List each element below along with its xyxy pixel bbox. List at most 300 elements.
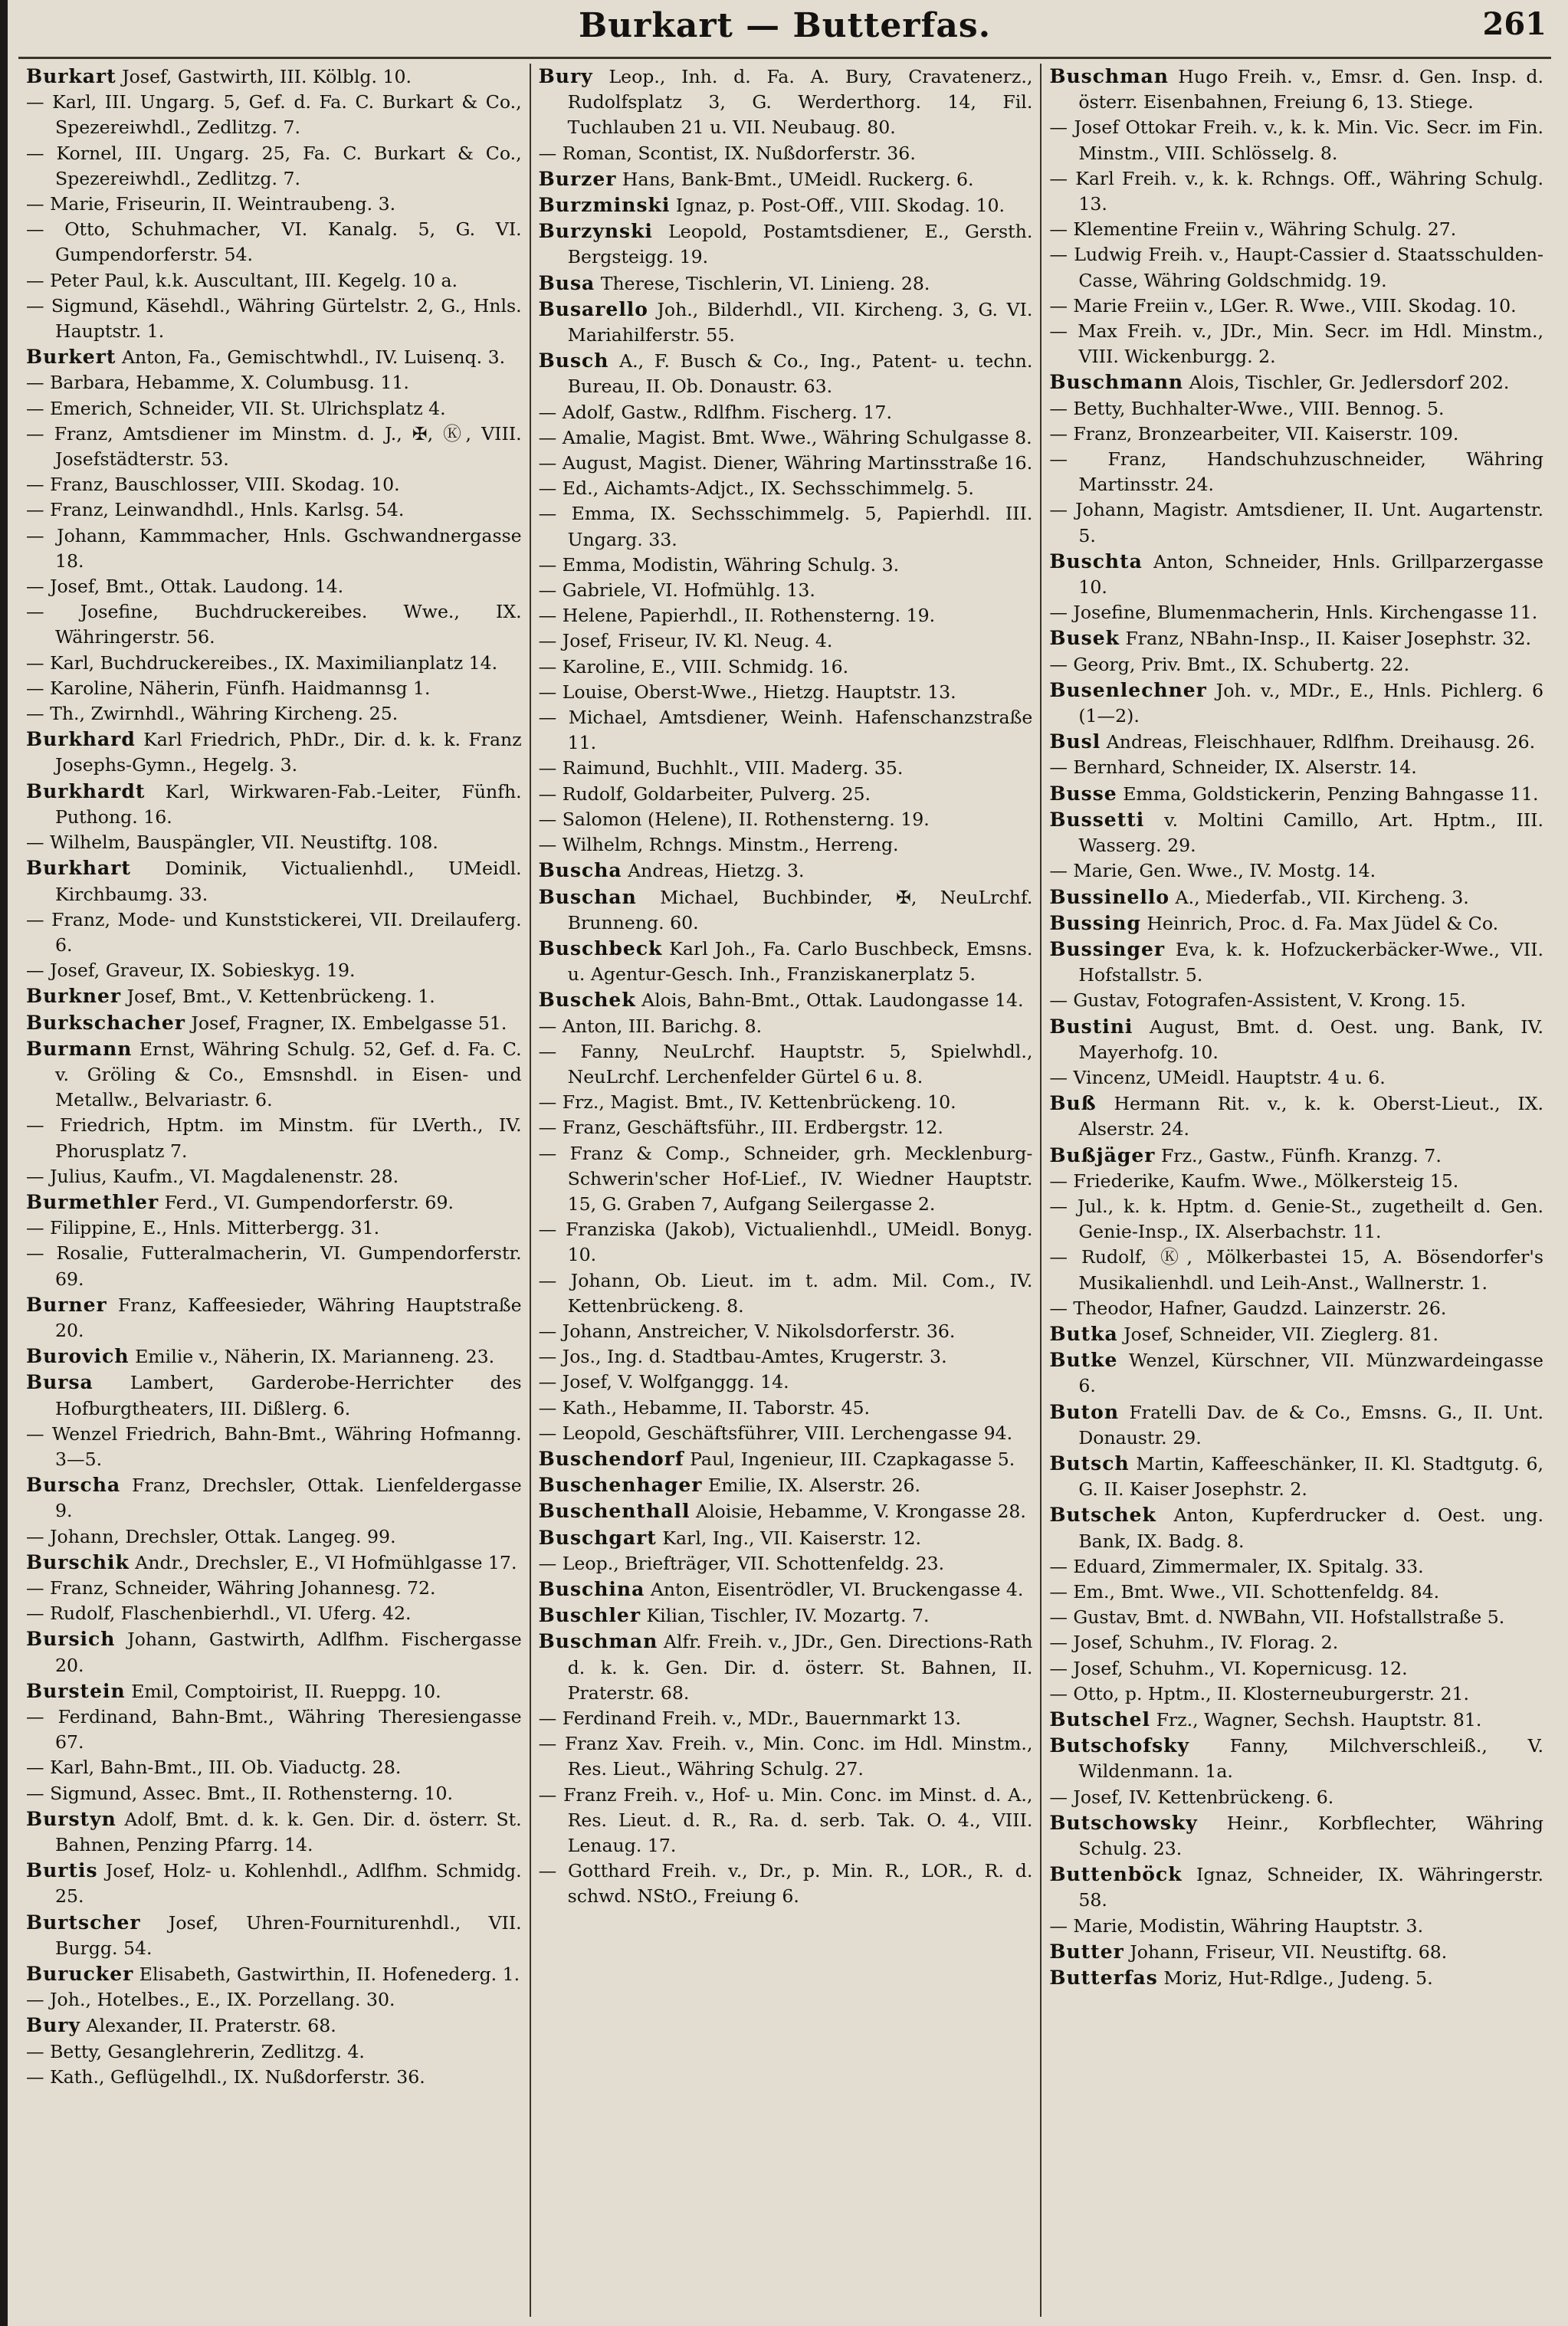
directory-entry [1049, 910, 1543, 937]
directory-entry [26, 1472, 522, 1524]
entry-text: A., F. Busch & Co., Ing., Patent- u. techn. Bureau, II. Ob. Donaustr. 63. [567, 350, 1033, 398]
directory-entry [539, 1603, 1033, 1629]
entry-text: Johann, Gastwirth, Adlfhm. Fischergasse 20. [55, 1629, 522, 1676]
entry-text: — Wenzel Friedrich, Bahn-Bmt., Währing Hofmanng. 3—5. [26, 1422, 522, 1470]
entry-text: Heinrich, Proc. d. Fa. Max Jüdel & Co. [1146, 912, 1499, 934]
directory-entry [539, 705, 1033, 756]
directory-entry [539, 1319, 1033, 1344]
entry-text: — Max Freih. v., JDr., Min. Secr. im Hdl. Minstm., VIII. Wickenburgg. 2. [1049, 320, 1543, 368]
entry-text: Frz., Wagner, Sechsh. Hauptstr. 81. [1156, 1709, 1482, 1731]
directory-entry [1049, 1785, 1543, 1810]
entry-surname: Buschan [538, 885, 637, 908]
directory-entry [26, 599, 522, 650]
entry-text: Fanny, Milchverschleiß., V. Wildenmann. 1a. [1078, 1735, 1543, 1783]
entry-surname: Buschman [1049, 65, 1169, 87]
directory-entry [26, 1422, 522, 1472]
directory-entry [26, 1036, 522, 1114]
entry-text: Franz, NBahn-Insp., II. Kaiser Josephstr. 32. [1125, 628, 1531, 650]
directory-entry [1049, 1502, 1543, 1553]
entry-text: A., Miederfab., VII. Kircheng. 3. [1175, 886, 1469, 908]
entry-text: — Rudolf, Goldarbeiter, Pulverg. 25. [538, 782, 871, 805]
directory-entry [26, 779, 522, 830]
entry-text: — Frz., Magist. Bmt., IV. Kettenbrückeng. 10. [538, 1091, 956, 1114]
directory-entry [26, 1215, 522, 1241]
entry-text: — Johann, Anstreicher, V. Nikolsdorferstr. 36. [538, 1320, 956, 1342]
entry-text: — Klementine Freiin v., Währing Schulg. 27. [1049, 218, 1457, 241]
directory-entry [1049, 217, 1543, 242]
entry-text: Hermann Rit. v., k. k. Oberst-Lieut., IX. Alserstr. 24. [1078, 1093, 1543, 1140]
entry-text: Karl Friedrich, PhDr., Dir. d. k. k. Franz Josephs-Gymn., Hegelg. 3. [55, 729, 522, 776]
entry-surname: Bussing [1049, 911, 1141, 934]
entry-text: Josef, Uhren-Fourniturenhdl., VII. Burgg. 54. [55, 1911, 522, 1959]
entry-text: — Jos., Ing. d. Stadtbau-Amtes, Krugerstr. 3. [538, 1346, 947, 1368]
page-title: Burkart — Butterfas. [578, 6, 992, 45]
directory-entry [1049, 858, 1543, 884]
entry-text: — Franz Freih. v., Hof- u. Min. Conc. im Minst. d. A., Res. Lieut. d. R., Ra. d. serb. Tak. O. 4., VIII. Lenaug. 17. [538, 1783, 1033, 1857]
directory-entry [539, 680, 1033, 705]
directory-entry [1049, 497, 1543, 548]
entry-text: — Karl, Bahn-Bmt., III. Ob. Viaductg. 28. [26, 1757, 402, 1779]
entry-text: — Bernhard, Schneider, IX. Alserstr. 14. [1049, 756, 1417, 779]
directory-entry [1049, 937, 1543, 988]
directory-entry [539, 501, 1033, 552]
entry-text: Karl, Ing., VII. Kaiserstr. 12. [662, 1527, 922, 1549]
entry-text: — Em., Bmt. Wwe., VII. Schottenfeldg. 84. [1049, 1580, 1440, 1603]
directory-entry [26, 1678, 522, 1704]
entry-text: Hans, Bank-Bmt., UMeidl. Ruckerg. 6. [622, 168, 974, 190]
entry-text: — Eduard, Zimmermaler, IX. Spitalg. 33. [1049, 1555, 1424, 1577]
directory-entry [26, 90, 522, 140]
entry-text: — Theodor, Hafner, Gaudzd. Lainzerstr. 26. [1049, 1297, 1447, 1319]
entry-text: Adolf, Bmt. d. k. k. Gen. Dir. d. österr. St. Bahnen, Penzing Pfarrg. 14. [55, 1808, 522, 1856]
entry-surname: Buschmann [1049, 371, 1184, 394]
entry-text: Ignaz, Schneider, IX. Währingerstr. 58. [1078, 1864, 1543, 1911]
entry-text: — Ludwig Freih. v., Haupt-Cassier d. Staatsschulden-Casse, Währing Goldschmidg. 19. [1049, 244, 1543, 291]
entry-text: — Rosalie, Futteralmacherin, VI. Gumpendorferstr. 69. [26, 1242, 522, 1290]
directory-entry [539, 1396, 1033, 1421]
directory-entry [26, 1704, 522, 1755]
entry-text: — Adolf, Gastw., Rdlfhm. Fischerg. 17. [538, 401, 892, 423]
directory-entry [26, 1858, 522, 1909]
directory-entry [539, 476, 1033, 501]
entry-text: Eva, k. k. Hofzuckerbäcker-Wwe., VII. Hofstallstr. 5. [1078, 938, 1543, 986]
entry-text: Aloisie, Hebamme, V. Krongasse 28. [695, 1501, 1026, 1523]
directory-entry [26, 1781, 522, 1806]
columns [18, 64, 1551, 2317]
entry-text: Ferd., VI. Gumpendorferstr. 69. [164, 1191, 454, 1213]
directory-entry [26, 2039, 522, 2065]
entry-surname: Burmann [26, 1037, 133, 1060]
entry-text: — Vincenz, UMeidl. Hauptstr. 4 u. 6. [1049, 1066, 1386, 1088]
entry-surname: Buton [1049, 1400, 1120, 1423]
entry-text: — Jul., k. k. Hptm. d. Genie-St., zugetheilt d. Gen. Genie-Insp., IX. Alserbachstr. 11. [1049, 1195, 1543, 1243]
entry-text: Josef, Gastwirth, III. Kölblg. 10. [122, 66, 412, 87]
entry-text: — Franz, Amtsdiener im Minstm. d. J., ✠, Ⓚ, VIII. Josefstädterstr. 53. [26, 422, 522, 471]
directory-entry [1049, 1399, 1543, 1451]
entry-text: Joh. v., MDr., E., Hnls. Pichlerg. 6 (1—2). [1078, 679, 1543, 727]
entry-surname: Burscha [26, 1474, 121, 1497]
entry-surname: Busarello [538, 297, 648, 320]
entry-surname: Bursich [26, 1628, 116, 1651]
entry-text: Joh., Bilderhdl., VII. Kircheng. 3, G. VI. Mariahilferstr. 55. [567, 298, 1033, 346]
entry-text: Alois, Bahn-Bmt., Ottak. Laudongasse 14. [641, 989, 1024, 1012]
directory-entry [539, 1525, 1033, 1551]
directory-entry [1049, 369, 1543, 395]
directory-entry [26, 497, 522, 523]
directory-entry [1049, 1605, 1543, 1630]
entry-surname: Burkert [26, 346, 116, 369]
directory-entry [539, 858, 1033, 884]
entry-text: Paul, Ingenieur, III. Czapkagasse 5. [690, 1448, 1015, 1470]
entry-surname: Busek [1049, 627, 1120, 650]
entry-surname: Bursa [26, 1371, 93, 1394]
entry-surname: Buschenhager [538, 1474, 703, 1497]
entry-surname: Burovich [26, 1345, 130, 1368]
directory-entry [539, 936, 1033, 987]
entry-surname: Busch [538, 349, 609, 372]
directory-entry [1049, 1656, 1543, 1681]
entry-text: — Franz, Bauschlosser, VIII. Skodag. 10. [26, 474, 400, 496]
column-3 [1040, 64, 1551, 2317]
entry-surname: Butter [1049, 1940, 1124, 1963]
entry-text: Andreas, Fleischhauer, Rdlfhm. Dreihausg. 26. [1106, 731, 1536, 753]
entry-text: — Friedrich, Hptm. im Minstm. für LVerth., IV. Phorusplatz 7. [26, 1114, 522, 1162]
directory-entry [539, 1090, 1033, 1115]
entry-text: Franz, Drechsler, Ottak. Lienfeldergasse 9. [55, 1475, 522, 1522]
entry-text: Emilie, IX. Alserstr. 26. [707, 1475, 920, 1497]
directory-entry [1049, 64, 1543, 115]
entry-text: Hugo Freih. v., Emsr. d. Gen. Insp. d. österr. Eisenbahnen, Freiung 6, 13. Stiege. [1078, 66, 1544, 113]
entry-text: Elisabeth, Gastwirthin, II. Hofenederg. 1. [139, 1963, 520, 1986]
directory-entry [539, 1370, 1033, 1395]
entry-surname: Butke [1049, 1349, 1118, 1372]
directory-entry [1049, 1630, 1543, 1655]
entry-surname: Buschta [1049, 550, 1143, 572]
directory-entry [539, 192, 1033, 218]
entry-text: — Helene, Papierhdl., II. Rothensterng. 19. [538, 605, 936, 627]
entry-text: — Josef, Schuhm., VI. Kopernicusg. 12. [1049, 1657, 1408, 1679]
directory-entry [26, 830, 522, 855]
directory-entry [26, 1524, 522, 1550]
entry-text: Karl Joh., Fa. Carlo Buschbeck, Emsns. u. Agentur-Gesch. Inh., Franziskanerplatz 5. [567, 937, 1033, 986]
directory-entry [26, 1343, 522, 1370]
entry-surname: Burkschacher [26, 1011, 185, 1034]
entry-text: — Karoline, E., VIII. Schmidg. 16. [538, 655, 849, 677]
entry-text: — Marie, Modistin, Währing Hauptstr. 3. [1049, 1914, 1424, 1937]
entry-text: Dominik, Victualienhdl., UMeidl. Kirchbaumg. 33. [55, 858, 522, 905]
directory-entry [539, 578, 1033, 603]
entry-surname: Bury [538, 65, 593, 87]
entry-text: — Otto, Schuhmacher, VI. Kanalg. 5, G. VI. Gumpendorferstr. 54. [26, 218, 522, 266]
directory-entry [1049, 1296, 1543, 1321]
entry-text: Wenzel, Kürschner, VII. Münzwardeingasse 6. [1078, 1350, 1544, 1397]
entry-text: — Sigmund, Käsehdl., Währing Gürtelstr. 2, G., Hnls. Hauptstr. 1. [26, 294, 522, 343]
directory-entry [539, 553, 1033, 578]
entry-surname: Buschbeck [538, 937, 663, 960]
directory-entry [26, 64, 522, 90]
entry-text: — Gotthard Freih. v., Dr., p. Min. R., LOR., R. d. schwd. NStO., Freiung 6. [538, 1860, 1033, 1908]
directory-entry [1049, 1580, 1543, 1605]
entry-text: — Josef, Bmt., Ottak. Laudong. 14. [26, 576, 344, 598]
directory-entry [26, 2065, 522, 2090]
directory-entry [26, 1189, 522, 1215]
directory-entry [26, 472, 522, 497]
entry-text: — Franz & Comp., Schneider, grh. Mecklenburg-Schwerin'scher Hof-Lief., IV. Wiedner Hauptstr. 15, G. Graben 7, Aufgang Seilergasse 2. [538, 1142, 1033, 1215]
directory-entry [1049, 1194, 1543, 1245]
directory-entry [1049, 1707, 1543, 1733]
entry-text: — Franziska (Jakob), Victualienhdl., UMeidl. Bonyg. 10. [538, 1219, 1033, 1266]
entry-text: — Amalie, Magist. Bmt. Wwe., Währing Schulgasse 8. [538, 426, 1032, 448]
entry-text: Anton, Eisentrödler, VI. Bruckengasse 4. [650, 1578, 1024, 1600]
directory-entry [26, 1164, 522, 1189]
directory-entry [539, 297, 1033, 348]
directory-entry [1049, 396, 1543, 422]
directory-entry [1049, 115, 1543, 166]
directory-entry [26, 422, 522, 472]
entry-surname: Buschgart [538, 1526, 657, 1549]
directory-entry [1049, 1914, 1543, 1939]
directory-entry [539, 1783, 1033, 1859]
entry-text: — Franz, Mode- und Kunststickerei, VII. Dreilauferg. 6. [26, 908, 522, 956]
entry-text: Fratelli Dav. de & Co., Emsns. G., II. Unt. Donaustr. 29. [1078, 1401, 1543, 1448]
entry-text: — Fanny, NeuLrchf. Hauptstr. 5, Spielwhdl., NeuLrchf. Lerchenfelder Gürtel 6 u. 8. [538, 1040, 1033, 1088]
entry-text: — Otto, p. Hptm., II. Klosterneuburgerstr. 21. [1049, 1682, 1469, 1704]
entry-text: — Gustav, Fotografen-Assistent, V. Krong. 15. [1049, 989, 1466, 1012]
entry-surname: Burzminski [538, 194, 671, 217]
page-number: 261 [1482, 6, 1547, 42]
entry-surname: Butka [1049, 1322, 1118, 1345]
entry-text: — Karl, III. Ungarg. 5, Gef. d. Fa. C. Burkart & Co., Spezereiwhdl., Zedlitzg. 7. [26, 91, 522, 139]
directory-entry [26, 574, 522, 599]
column-2 [530, 64, 1041, 2317]
entry-surname: Burstyn [26, 1807, 116, 1830]
directory-entry [539, 64, 1033, 141]
directory-entry [1049, 1245, 1543, 1295]
entry-text: — Louise, Oberst-Wwe., Hietzg. Hauptstr. 13. [538, 681, 956, 703]
directory-entry [26, 1292, 522, 1343]
directory-entry [539, 400, 1033, 425]
entry-text: — Th., Zwirnhdl., Währing Kircheng. 25. [26, 703, 399, 725]
directory-entry [539, 1421, 1033, 1446]
directory-entry [26, 1010, 522, 1036]
entry-text: — Roman, Scontist, IX. Nußdorferstr. 36. [538, 142, 916, 164]
entry-text: August, Bmt. d. Oest. ung. Bank, IV. Mayerhofg. 10. [1078, 1015, 1543, 1063]
directory-entry [26, 651, 522, 676]
directory-entry [539, 1576, 1033, 1603]
entry-surname: Burkhart [26, 857, 131, 880]
directory-entry [539, 1217, 1033, 1268]
entry-surname: Bußjäger [1049, 1143, 1156, 1166]
directory-entry [1049, 447, 1543, 497]
directory-entry [539, 271, 1033, 297]
entry-surname: Busa [538, 271, 595, 294]
entry-surname: Burkhard [26, 728, 136, 751]
directory-entry [539, 218, 1033, 270]
directory-entry [539, 832, 1033, 858]
directory-entry [1049, 1143, 1543, 1169]
directory-entry [26, 1806, 522, 1858]
entry-text: — Ed., Aichamts-Adjct., IX. Sechsschimmelg. 5. [538, 477, 974, 500]
entry-surname: Butschofsky [1049, 1734, 1190, 1757]
entry-surname: Buß [1049, 1092, 1097, 1115]
entry-text: Andr., Drechsler, E., VI Hofmühlgasse 17. [135, 1551, 517, 1573]
entry-text: Franz, Kaffeesieder, Währing Hauptstraße 20. [55, 1294, 522, 1341]
directory-entry [1049, 422, 1543, 447]
entry-text: Alfr. Freih. v., JDr., Gen. Directions-Rath d. k. k. Gen. Dir. d. österr. St. Bahnen, II. Praterstr. 68. [567, 1631, 1033, 1704]
entry-surname: Butschowsky [1049, 1811, 1198, 1834]
directory-entry [1049, 1091, 1543, 1142]
directory-entry [1049, 1733, 1543, 1784]
entry-text: — Johann, Drechsler, Ottak. Langeg. 99. [26, 1525, 396, 1547]
entry-text: — Karoline, Näherin, Fünfh. Haidmannsg 1. [26, 677, 431, 699]
entry-surname: Bussinello [1049, 885, 1170, 908]
directory-entry [1049, 729, 1543, 755]
directory-entry [26, 855, 522, 907]
entry-text: v. Moltini Camillo, Art. Hptm., III. Wasserg. 29. [1078, 809, 1543, 857]
entry-surname: Buschendorf [538, 1447, 684, 1470]
entry-surname: Bussinger [1049, 937, 1166, 960]
entry-text: — Josefine, Buchdruckereibes. Wwe., IX. Währingerstr. 56. [26, 601, 522, 648]
directory-entry [26, 1626, 522, 1678]
entry-text: — Wilhelm, Bauspängler, VII. Neustiftg. 108. [26, 832, 438, 854]
directory-entry [26, 1370, 522, 1421]
directory-entry [1049, 242, 1543, 293]
directory-entry [1049, 549, 1543, 600]
entry-text: — Salomon (Helene), II. Rothensterng. 19. [538, 808, 930, 830]
entry-text: — Betty, Buchhalter-Wwe., VIII. Bennog. 5. [1049, 397, 1445, 419]
directory-entry [1049, 1810, 1543, 1862]
directory-entry [539, 1039, 1033, 1090]
directory-entry [26, 958, 522, 983]
entry-surname: Burschik [26, 1550, 130, 1573]
entry-text: Johann, Friseur, VII. Neustiftg. 68. [1130, 1941, 1448, 1963]
entry-text: Ignaz, p. Post-Off., VIII. Skodag. 10. [675, 195, 1005, 217]
directory-entry [1049, 1965, 1543, 1991]
entry-text: Alois, Tischler, Gr. Jedlersdorf 202. [1189, 372, 1510, 394]
entry-text: — Karl Freih. v., k. k. Rchngs. Off., Währing Schulg. 13. [1049, 167, 1543, 215]
entry-text: — Josef, IV. Kettenbrückeng. 6. [1049, 1786, 1334, 1808]
directory-entry [1049, 319, 1543, 369]
directory-entry [26, 983, 522, 1009]
entry-surname: Burzynski [538, 220, 653, 243]
directory-entry [1049, 1014, 1543, 1065]
directory-entry [539, 1498, 1033, 1524]
directory-entry [1049, 988, 1543, 1013]
directory-entry [26, 676, 522, 701]
entry-text: — Josef, Friseur, IV. Kl. Neug. 4. [538, 630, 833, 652]
directory-entry [539, 807, 1033, 832]
entry-surname: Burmethler [26, 1190, 159, 1213]
entry-text: Anton, Fa., Gemischtwhdl., IV. Luisenq. 3. [121, 346, 506, 369]
entry-text: — Johann, Magistr. Amtsdiener, II. Unt. Augartenstr. 5. [1049, 499, 1543, 546]
entry-surname: Butschek [1049, 1504, 1156, 1527]
entry-text: — Johann, Kammmacher, Hnls. Gschwandnergasse 18. [26, 524, 522, 572]
entry-text: Michael, Buchbinder, ✠, NeuLrchf. Brunneng. 60. [567, 886, 1033, 933]
entry-text: — Josef, V. Wolfganggg. 14. [538, 1371, 789, 1393]
page-header [18, 0, 1551, 59]
entry-text: Frz., Gastw., Fünfh. Kranzg. 7. [1160, 1144, 1442, 1166]
directory-entry [26, 294, 522, 344]
entry-text: — Emma, Modistin, Währing Schulg. 3. [538, 553, 900, 576]
directory-entry [1049, 1169, 1543, 1194]
entry-text: — Emma, IX. Sechsschimmelg. 5, Papierhdl. III. Ungarg. 33. [538, 503, 1033, 550]
entry-text: — Franz, Bronzearbeiter, VII. Kaiserstr. 109. [1049, 422, 1459, 445]
directory-entry [26, 2013, 522, 2039]
directory-entry [1049, 677, 1543, 729]
entry-surname: Burtis [26, 1859, 98, 1882]
entry-text: — Ferdinand, Bahn-Bmt., Währing Theresiengasse 67. [26, 1706, 522, 1754]
directory-entry [26, 370, 522, 395]
directory-entry [1049, 1862, 1543, 1913]
entry-text: — Johann, Ob. Lieut. im t. adm. Mil. Com., IV. Kettenbrückeng. 8. [538, 1269, 1033, 1317]
entry-surname: Burtscher [26, 1911, 141, 1934]
entry-surname: Busl [1049, 730, 1101, 753]
directory-entry [539, 1629, 1033, 1706]
entry-surname: Buschina [538, 1577, 645, 1600]
directory-entry [26, 1910, 522, 1961]
entry-text: — Leop., Briefträger, VII. Schottenfeldg. 23. [538, 1552, 945, 1574]
directory-entry [26, 217, 522, 267]
directory-entry [539, 1859, 1033, 1909]
entry-text: — Sigmund, Assec. Bmt., II. Rothensterng. 10. [26, 1782, 453, 1804]
directory-entry [26, 396, 522, 422]
directory-entry [539, 166, 1033, 192]
directory-entry [1049, 1451, 1543, 1502]
directory-entry [539, 1141, 1033, 1218]
directory-entry [1049, 884, 1543, 910]
directory-entry [1049, 166, 1543, 217]
entry-surname: Burzer [538, 167, 617, 190]
entry-text: — Julius, Kaufm., VI. Magdalenenstr. 28. [26, 1165, 399, 1187]
entry-text: — Barbara, Hebamme, X. Columbusg. 11. [26, 372, 409, 394]
directory-entry [1049, 1065, 1543, 1091]
entry-text: — Franz, Schneider, Währing Johannesg. 72. [26, 1576, 436, 1599]
entry-text: — August, Magist. Diener, Währing Martinsstraße 16. [538, 452, 1033, 474]
directory-entry [539, 1551, 1033, 1576]
directory-entry [1049, 1321, 1543, 1347]
directory-entry [26, 1241, 522, 1291]
entry-text: — Karl, Buchdruckereibes., IX. Maximilianplatz 14. [26, 651, 498, 674]
directory-entry [26, 1550, 522, 1576]
entry-text: Alexander, II. Praterstr. 68. [86, 2015, 336, 2037]
entry-text: Emil, Comptoirist, II. Rueppg. 10. [131, 1680, 441, 1702]
directory-entry [539, 1014, 1033, 1039]
entry-text: Moriz, Hut-Rdlge., Judeng. 5. [1163, 1967, 1433, 1990]
entry-surname: Buschek [538, 989, 636, 1012]
directory-entry [1049, 1939, 1543, 1965]
directory-entry [539, 654, 1033, 680]
entry-text: — Ferdinand Freih. v., MDr., Bauernmarkt 13. [538, 1708, 961, 1729]
directory-entry [539, 1706, 1033, 1731]
entry-text: — Josef, Schuhm., IV. Florag. 2. [1049, 1632, 1339, 1654]
directory-entry [1049, 781, 1543, 807]
directory-entry [26, 1601, 522, 1626]
entry-text: Kilian, Tischler, IV. Mozartg. 7. [646, 1605, 930, 1627]
directory-entry [1049, 625, 1543, 651]
directory-entry [26, 1961, 522, 1987]
entry-text: — Marie, Friseurin, II. Weintraubeng. 3. [26, 193, 396, 215]
directory-entry [26, 268, 522, 294]
directory-entry [539, 1472, 1033, 1498]
directory-entry [539, 1731, 1033, 1782]
entry-text: — Anton, III. Barichg. 8. [538, 1015, 763, 1037]
entry-text: Andreas, Hietzg. 3. [628, 860, 805, 882]
directory-entry [539, 1115, 1033, 1140]
directory-entry [26, 1987, 522, 2013]
directory-page [8, 0, 1568, 2326]
directory-entry [26, 1576, 522, 1601]
entry-text: — Josefine, Blumenmacherin, Hnls. Kirchengasse 11. [1049, 602, 1538, 624]
